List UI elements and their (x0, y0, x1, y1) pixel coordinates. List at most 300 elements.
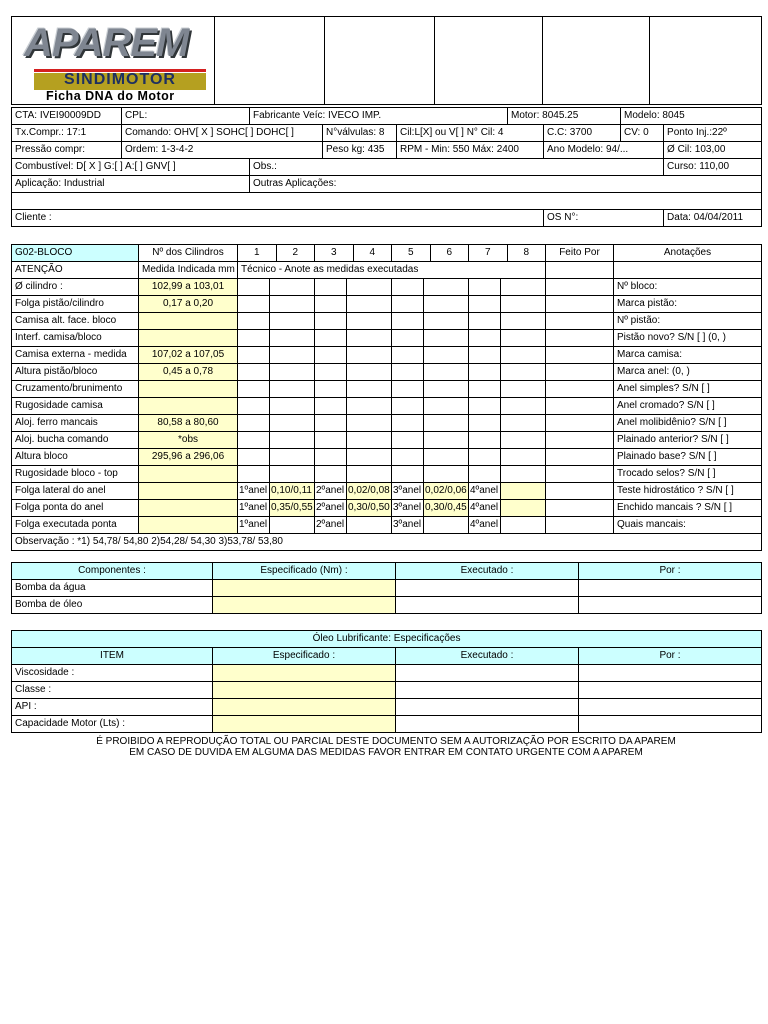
anotacao-cell[interactable]: Quais mancais: (614, 517, 762, 534)
cylinder-cell[interactable] (270, 347, 315, 364)
componentes-table (11, 562, 762, 614)
cylinder-cell[interactable] (469, 449, 501, 466)
cyl-5-label: 5 (392, 245, 431, 261)
cylinder-cell[interactable] (501, 381, 546, 398)
oleo-especificado-header: Especificado : (213, 648, 396, 665)
feito-por-cell[interactable] (546, 415, 614, 432)
cylinder-cell[interactable] (501, 398, 546, 415)
cylinder-cell[interactable] (270, 466, 315, 483)
executado-cell[interactable] (396, 597, 579, 614)
anotacao-cell[interactable]: Marca anel: (0, ) (614, 364, 762, 381)
cylinder-cell[interactable] (392, 364, 424, 381)
bloco-row (12, 296, 762, 313)
bloco-row-label: Camisa alt. face. bloco (12, 313, 139, 330)
oleo-title: Óleo Lubrificante: Especificações (12, 631, 762, 648)
anel-row (12, 517, 762, 534)
feito-por-cell[interactable] (546, 483, 614, 500)
bloco-row-spec (139, 313, 238, 330)
oleo-item-label: API : (12, 699, 213, 716)
cylinder-cell[interactable] (424, 415, 469, 432)
bloco-row-label: Aloj. bucha comando (12, 432, 139, 449)
cylinder-cell[interactable] (347, 432, 392, 449)
bloco-row-spec (139, 381, 238, 398)
oleo-por-cell[interactable] (579, 682, 762, 699)
oleo-por-header: Por : (579, 648, 762, 665)
bloco-row-label: Rugosidade bloco - top (12, 466, 139, 483)
comando-field[interactable]: Comando: OHV[ X ] SOHC[ ] DOHC[ ] (122, 125, 323, 142)
cylinder-cell[interactable] (238, 466, 270, 483)
cylinder-cell[interactable] (347, 364, 392, 381)
cilindros-field[interactable]: Cil:L[X] ou V[ ] N° Cil: 4 (397, 125, 544, 142)
oleo-especificado-cell[interactable] (213, 699, 396, 716)
anotacao-cell[interactable]: Marca camisa: (614, 347, 762, 364)
cylinder-cell[interactable] (392, 313, 424, 330)
cylinder-cell[interactable] (501, 432, 546, 449)
feito-por-cell[interactable] (546, 313, 614, 330)
anotacao-cell[interactable]: Anel simples? S/N [ ] (614, 381, 762, 398)
tecnico-note: Técnico - Anote as medidas executadas (238, 262, 546, 279)
cylinder-cell[interactable] (315, 313, 347, 330)
bloco-row (12, 449, 762, 466)
os-field[interactable]: OS N°: (544, 210, 664, 227)
anotacao-cell[interactable]: Plainado base? S/N [ ] (614, 449, 762, 466)
bloco-row-label: Folga pistão/cilindro (12, 296, 139, 313)
anel-row-label: Folga lateral do anel (12, 483, 139, 500)
ponto-inj-field[interactable]: Ponto Inj.:22º (664, 125, 762, 142)
cylinder-cell[interactable] (469, 415, 501, 432)
especificado-cell[interactable] (213, 580, 396, 597)
oleo-executado-header: Executado : (396, 648, 579, 665)
oleo-item-label: Viscosidade : (12, 665, 213, 682)
cylinder-cell[interactable] (238, 296, 270, 313)
cylinder-cell[interactable] (424, 296, 469, 313)
cylinder-cell[interactable] (315, 415, 347, 432)
bloco-row-label: Cruzamento/brunimento (12, 381, 139, 398)
feito-por-cell[interactable] (546, 449, 614, 466)
anel-row-spec (139, 517, 238, 534)
anotacao-cell[interactable]: Plainado anterior? S/N [ ] (614, 432, 762, 449)
logo-brand: APAREM (24, 21, 189, 65)
cylinder-cell[interactable] (424, 347, 469, 364)
por-cell[interactable] (579, 597, 762, 614)
anel-label-cell: 3ºanel (392, 500, 424, 517)
cylinder-cell[interactable] (469, 398, 501, 415)
item-header: ITEM (12, 648, 213, 665)
bloco-row-spec (139, 466, 238, 483)
oleo-executado-cell[interactable] (396, 699, 579, 716)
bloco-row-label: Interf. camisa/bloco (12, 330, 139, 347)
cylinder-cell[interactable] (501, 313, 546, 330)
feito-por-cell[interactable] (546, 330, 614, 347)
cylinder-cell[interactable] (392, 296, 424, 313)
oleo-especificado-cell[interactable] (213, 682, 396, 699)
oleo-row (12, 665, 762, 682)
bloco-row-spec (139, 398, 238, 415)
anel-label-cell: 1ºanel (238, 500, 270, 517)
cv-field[interactable]: CV: 0 (621, 125, 664, 142)
bloco-row-spec: 0,45 a 0,78 (139, 364, 238, 381)
oleo-row (12, 682, 762, 699)
cylinder-cell[interactable] (469, 364, 501, 381)
oleo-item-label: Classe : (12, 682, 213, 699)
cylinder-cell[interactable] (424, 279, 469, 296)
diametro-cil-field[interactable]: Ø Cil: 103,00 (664, 142, 762, 159)
cylinder-cell[interactable] (501, 330, 546, 347)
anel-label-cell: 2ºanel (315, 500, 347, 517)
cylinder-cell[interactable] (315, 296, 347, 313)
cyl-3-header (315, 245, 392, 262)
header-blank-cell (215, 17, 325, 105)
anel-row-spec (139, 483, 238, 500)
cilindros-header: Nº dos Cilindros (139, 245, 238, 262)
cyl-1-header (238, 245, 315, 262)
bloco-row-spec: 107,02 a 107,05 (139, 347, 238, 364)
anel-value-cell[interactable] (501, 483, 546, 500)
anel-value-cell[interactable] (501, 500, 546, 517)
obs-field[interactable]: Obs.: (250, 159, 664, 176)
footer-line-2: EM CASO DE DUVIDA EM ALGUMA DAS MEDIDAS FAVOR ENTRAR EM CONTATO URGENTE COM A APAREM (129, 747, 643, 758)
cylinder-cell[interactable] (238, 279, 270, 296)
cliente-field[interactable]: Cliente : (12, 210, 544, 227)
observacao-text: Observação : *1) 54,78/ 54,80 2)54,28/ 54,30 3)53,78/ 53,80 (12, 534, 762, 551)
cylinder-cell[interactable] (424, 449, 469, 466)
cylinder-cell[interactable] (424, 398, 469, 415)
anel-value-cell[interactable]: 0,02/0,06 (424, 483, 469, 500)
cylinder-cell[interactable] (270, 381, 315, 398)
bloco-row (12, 313, 762, 330)
aplicacao-field[interactable]: Aplicação: Industrial (12, 176, 250, 193)
feito-por-cell[interactable] (546, 466, 614, 483)
anel-row-label: Folga executada ponta (12, 517, 139, 534)
cylinder-cell[interactable] (424, 313, 469, 330)
cylinder-cell[interactable] (347, 347, 392, 364)
oleo-row (12, 716, 762, 733)
medida-indicada-label: Medida Indicada mm (139, 262, 238, 279)
footer-line-1: É PROIBIDO A REPRODUÇÃO TOTAL OU PARCIAL DESTE DOCUMENTO SEM A AUTORIZAÇÃO POR ESCRITO DA APAREM (96, 736, 676, 747)
aparem-logo (12, 17, 214, 104)
anel-value-cell[interactable] (424, 517, 469, 534)
bloco-row (12, 466, 762, 483)
rpm-field[interactable]: RPM - Min: 550 Máx: 2400 (397, 142, 544, 159)
anotacao-cell[interactable]: Trocado selos? S/N [ ] (614, 466, 762, 483)
feito-por-cell[interactable] (546, 398, 614, 415)
cc-field[interactable]: C.C: 3700 (544, 125, 621, 142)
blank-row (12, 193, 762, 210)
feito-por-cell[interactable] (546, 432, 614, 449)
bloco-row-spec: 80,58 a 80,60 (139, 415, 238, 432)
por-cell[interactable] (579, 580, 762, 597)
bloco-row-label: Altura pistão/bloco (12, 364, 139, 381)
cyl-3-label: 3 (315, 245, 354, 261)
anel-label-cell: 4ºanel (469, 483, 501, 500)
motor-field[interactable]: Motor: 8045.25 (508, 108, 621, 125)
cylinder-cell[interactable] (424, 466, 469, 483)
cyl-7-label: 7 (469, 245, 508, 261)
bloco-row-spec: 295,96 a 296,06 (139, 449, 238, 466)
header-blank-cell (325, 17, 435, 105)
valvulas-field[interactable]: N°válvulas: 8 (323, 125, 397, 142)
componente-row (12, 580, 762, 597)
outras-aplicacoes-field[interactable]: Outras Aplicações: (250, 176, 762, 193)
oleo-executado-cell[interactable] (396, 716, 579, 733)
anel-label-cell: 4ºanel (469, 517, 501, 534)
anotacao-cell[interactable]: Pistão novo? S/N [ ] (0, ) (614, 330, 762, 347)
bloco-table (11, 244, 762, 551)
cylinder-cell[interactable] (347, 330, 392, 347)
componentes-header: Componentes : (12, 563, 213, 580)
bloco-row-spec (139, 330, 238, 347)
cylinder-cell[interactable] (270, 313, 315, 330)
feito-por-blank (546, 262, 614, 279)
cylinder-cell[interactable] (315, 449, 347, 466)
feito-por-cell[interactable] (546, 347, 614, 364)
anel-row-label: Folga ponta do anel (12, 500, 139, 517)
cylinder-cell[interactable] (501, 296, 546, 313)
anel-label-cell: 1ºanel (238, 517, 270, 534)
cylinder-cell[interactable] (270, 279, 315, 296)
cylinder-cell[interactable] (501, 364, 546, 381)
cylinder-cell[interactable] (270, 449, 315, 466)
anel-label-cell: 3ºanel (392, 517, 424, 534)
cylinder-cell[interactable] (392, 381, 424, 398)
oleo-por-cell[interactable] (579, 716, 762, 733)
oleo-table (11, 630, 762, 733)
cylinder-cell[interactable] (315, 364, 347, 381)
cylinder-cell[interactable] (469, 313, 501, 330)
anel-value-cell[interactable]: 0,30/0,45 (424, 500, 469, 517)
anel-row-spec (139, 500, 238, 517)
cylinder-cell[interactable] (392, 449, 424, 466)
cylinder-cell[interactable] (315, 381, 347, 398)
ordem-field[interactable]: Ordem: 1-3-4-2 (122, 142, 323, 159)
cylinder-cell[interactable] (469, 296, 501, 313)
componente-label: Bomba de óleo (12, 597, 213, 614)
cylinder-cell[interactable] (392, 466, 424, 483)
anotacoes-header: Anotações (614, 245, 762, 262)
data-field[interactable]: Data: 04/04/2011 (664, 210, 762, 227)
cylinder-cell[interactable] (347, 466, 392, 483)
oleo-executado-cell[interactable] (396, 682, 579, 699)
cylinder-cell[interactable] (315, 330, 347, 347)
feito-por-cell[interactable] (546, 517, 614, 534)
anel-label-cell: 2ºanel (315, 483, 347, 500)
cylinder-cell[interactable] (238, 449, 270, 466)
cylinder-cell[interactable] (424, 364, 469, 381)
ano-modelo-field[interactable]: Ano Modelo: 94/... (544, 142, 664, 159)
cylinder-cell[interactable] (501, 449, 546, 466)
cyl-7-header (469, 245, 546, 262)
anel-value-cell[interactable]: 0,30/0,50 (347, 500, 392, 517)
oleo-item-label: Capacidade Motor (Lts) : (12, 716, 213, 733)
cylinder-cell[interactable] (392, 279, 424, 296)
anel-value-cell[interactable] (270, 517, 315, 534)
bloco-row (12, 398, 762, 415)
feito-por-cell[interactable] (546, 279, 614, 296)
feito-por-cell[interactable] (546, 381, 614, 398)
peso-field[interactable]: Peso kg: 435 (323, 142, 397, 159)
cylinder-cell[interactable] (347, 449, 392, 466)
header-blank-cell (435, 17, 543, 105)
cylinder-cell[interactable] (270, 432, 315, 449)
cylinder-cell[interactable] (501, 347, 546, 364)
bloco-row-label: Ø cilindro : (12, 279, 139, 296)
oleo-executado-cell[interactable] (396, 665, 579, 682)
anel-value-cell[interactable]: 0,35/0,55 (270, 500, 315, 517)
cyl-6-label: 6 (446, 247, 453, 258)
cylinder-cell[interactable] (469, 330, 501, 347)
cpl-field[interactable]: CPL: (122, 108, 250, 125)
cylinder-cell[interactable] (469, 347, 501, 364)
cylinder-cell[interactable] (469, 381, 501, 398)
anotacao-cell[interactable]: Marca pistão: (614, 296, 762, 313)
cylinder-cell[interactable] (315, 398, 347, 415)
feito-por-cell[interactable] (546, 364, 614, 381)
cylinder-cell[interactable] (315, 347, 347, 364)
bloco-row-spec: *obs (139, 432, 238, 449)
cylinder-cell[interactable] (392, 398, 424, 415)
form-title: Ficha DNA do Motor (46, 89, 175, 103)
cylinder-cell[interactable] (238, 415, 270, 432)
feito-por-cell[interactable] (546, 500, 614, 517)
cylinder-cell[interactable] (392, 432, 424, 449)
cylinder-cell[interactable] (347, 415, 392, 432)
executado-cell[interactable] (396, 580, 579, 597)
curso-field[interactable]: Curso: 110,00 (664, 159, 762, 176)
bloco-row (12, 432, 762, 449)
bloco-row (12, 415, 762, 432)
pressao-field[interactable]: Pressão compr: (12, 142, 122, 159)
anotacao-cell[interactable]: Nº pistão: (614, 313, 762, 330)
cylinder-cell[interactable] (469, 466, 501, 483)
cylinder-cell[interactable] (501, 466, 546, 483)
fabricante-field[interactable]: Fabricante Veíc: IVECO IMP. (250, 108, 508, 125)
cylinder-cell[interactable] (238, 347, 270, 364)
oleo-especificado-cell[interactable] (213, 665, 396, 682)
oleo-por-cell[interactable] (579, 699, 762, 716)
logo-cell (12, 17, 215, 105)
modelo-field[interactable]: Modelo: 8045 (621, 108, 762, 125)
anel-label-cell: 2ºanel (315, 517, 347, 534)
bloco-title: G02-BLOCO (12, 245, 139, 262)
especificado-nm-header: Especificado (Nm) : (213, 563, 396, 580)
anel-label-cell: 1ºanel (238, 483, 270, 500)
bloco-row (12, 279, 762, 296)
anotacao-cell[interactable]: Nº bloco: (614, 279, 762, 296)
cylinder-cell[interactable] (238, 398, 270, 415)
cylinder-cell[interactable] (501, 415, 546, 432)
cylinder-cell[interactable] (424, 381, 469, 398)
feito-por-cell[interactable] (546, 296, 614, 313)
anel-value-cell[interactable] (501, 517, 546, 534)
cylinder-cell[interactable] (315, 279, 347, 296)
anel-label-cell: 3ºanel (392, 483, 424, 500)
especificado-cell[interactable] (213, 597, 396, 614)
cylinder-cell[interactable] (270, 364, 315, 381)
cylinder-cell[interactable] (347, 313, 392, 330)
bloco-row (12, 381, 762, 398)
cylinder-cell[interactable] (501, 279, 546, 296)
cylinder-cell[interactable] (315, 466, 347, 483)
bloco-row-label: Camisa externa - medida (12, 347, 139, 364)
anotacao-cell[interactable]: Anel cromado? S/N [ ] (614, 398, 762, 415)
bloco-row-label: Aloj. ferro mancais (12, 415, 139, 432)
componente-label: Bomba da água (12, 580, 213, 597)
engine-info-table (11, 107, 762, 227)
feito-por-header: Feito Por (546, 245, 614, 262)
cylinder-cell[interactable] (238, 330, 270, 347)
oleo-row (12, 699, 762, 716)
anotacao-cell[interactable]: Enchido mancais ? S/N [ ] (614, 500, 762, 517)
anotacao-cell[interactable]: Anel molibidênio? S/N [ ] (614, 415, 762, 432)
anel-value-cell[interactable]: 0,02/0,08 (347, 483, 392, 500)
combustivel-field[interactable]: Combustível: D[ X ] G:[ ] A:[ ] GNV[ ] (12, 159, 250, 176)
cylinder-cell[interactable] (347, 398, 392, 415)
logo-sub-band (34, 73, 206, 90)
cyl-2-label: 2 (292, 247, 299, 258)
atencao-label: ATENÇÃO (12, 262, 139, 279)
bloco-row (12, 364, 762, 381)
oleo-por-cell[interactable] (579, 665, 762, 682)
cylinder-cell[interactable] (315, 432, 347, 449)
bloco-row (12, 330, 762, 347)
cylinder-cell[interactable] (270, 398, 315, 415)
cyl-8-label: 8 (523, 247, 530, 258)
observacao-row (12, 534, 762, 551)
anel-label-cell: 4ºanel (469, 500, 501, 517)
anel-value-cell[interactable]: 0,10/0,11 (270, 483, 315, 500)
cta-field[interactable]: CTA: IVEI90009DD (12, 108, 122, 125)
componente-row (12, 597, 762, 614)
cylinder-cell[interactable] (238, 381, 270, 398)
bloco-row (12, 347, 762, 364)
logo-sub: SINDIMOTOR (64, 71, 176, 88)
cylinder-cell[interactable] (270, 296, 315, 313)
cylinder-cell[interactable] (238, 364, 270, 381)
cylinder-cell[interactable] (469, 432, 501, 449)
header-blank-cell (543, 17, 650, 105)
cylinder-cell[interactable] (347, 279, 392, 296)
header-blank-cell (650, 17, 762, 105)
cylinder-cell[interactable] (424, 330, 469, 347)
cylinder-cell[interactable] (270, 330, 315, 347)
cylinder-cell[interactable] (469, 279, 501, 296)
txcompr-field[interactable]: Tx.Compr.: 17:1 (12, 125, 122, 142)
bloco-row-spec: 102,99 a 103,01 (139, 279, 238, 296)
cylinder-cell[interactable] (347, 296, 392, 313)
cyl-4-label: 4 (369, 247, 376, 258)
cyl-1-label: 1 (238, 245, 277, 261)
bloco-row-spec: 0,17 a 0,20 (139, 296, 238, 313)
header-box (11, 16, 762, 105)
bloco-row-label: Rugosidade camisa (12, 398, 139, 415)
cylinder-cell[interactable] (392, 415, 424, 432)
cylinder-cell[interactable] (392, 330, 424, 347)
cylinder-cell[interactable] (270, 415, 315, 432)
oleo-especificado-cell[interactable] (213, 716, 396, 733)
anel-value-cell[interactable] (347, 517, 392, 534)
bloco-row-label: Altura bloco (12, 449, 139, 466)
cylinder-cell[interactable] (424, 432, 469, 449)
por-header: Por : (579, 563, 762, 580)
cylinder-cell[interactable] (392, 347, 424, 364)
cylinder-cell[interactable] (238, 432, 270, 449)
cyl-5-header (392, 245, 469, 262)
anotacoes-blank (614, 262, 762, 279)
anotacao-cell[interactable]: Teste hidrostático ? S/N [ ] (614, 483, 762, 500)
cylinder-cell[interactable] (238, 313, 270, 330)
anel-row (12, 483, 762, 500)
cylinder-cell[interactable] (347, 381, 392, 398)
